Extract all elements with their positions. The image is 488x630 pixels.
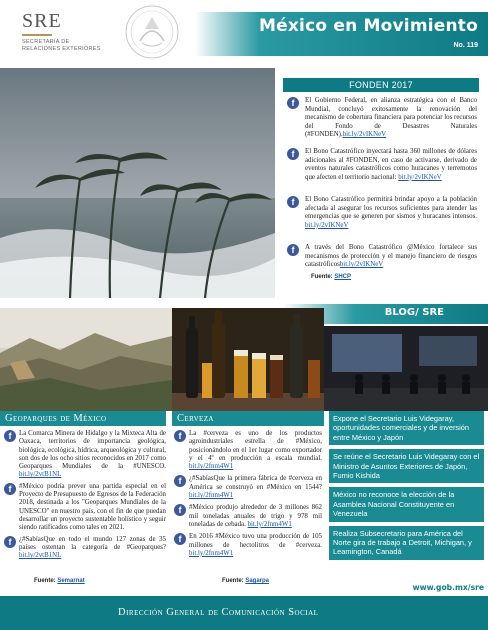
fonden-item-text: El Bono Catastrófico inyectará hasta 360 millones de dólares adicionales al #FONDEN, en caso de activarse, derivado de eventos naturales catastróficos como huracanes y terremotos que afecten el territorio nacional: bit.ly/2vIKNeV bbox=[305, 148, 477, 181]
blog-item-2[interactable]: Se reúne el Secretario Luis Videgaray con el Ministro de Asuntos Exteriores de Japón, Fumio Kishida bbox=[329, 449, 484, 483]
header bbox=[0, 0, 488, 62]
sre-logo bbox=[22, 10, 102, 53]
facebook-icon[interactable]: f bbox=[4, 430, 16, 442]
geoparques-item-1: f La Comarca Minera de Hidalgo y la Mixteca Alta de Oaxaca, territorios de importancia geológica, biológica, ecológica, hídrica, arqueológica y cultural, son dos de los ocho sitios reconocidos en 2017 como Geoparques Mundiales de la #UNESCO. bit.ly/2vtB1NL bbox=[4, 430, 166, 480]
cerveza-item-3: f #México produjo alrededor de 3 millones 862 mil toneladas anuales de trigo y 978 mil toneladas de cebada. bit.ly/2fnm4W1 bbox=[174, 504, 322, 529]
geoparques-source-link[interactable]: Semarnat bbox=[57, 578, 85, 584]
cerveza-source-link[interactable]: Sagarpa bbox=[245, 578, 270, 584]
facebook-icon[interactable]: f bbox=[174, 475, 186, 487]
fonden-link[interactable]: bit.ly/2vIKNeV bbox=[342, 131, 387, 139]
footer bbox=[0, 596, 488, 630]
cerveza-body bbox=[174, 430, 322, 558]
fonden-link[interactable]: bit.ly/2vIKNeV bbox=[339, 261, 384, 269]
blog-item-1[interactable]: Expone el Secretario Luis Videgaray, oportunidades comerciales y de inversión entre México y Japón bbox=[329, 411, 484, 445]
blog-heading: BLOG/ SRE bbox=[384, 307, 444, 318]
fonden-item-4 bbox=[287, 244, 477, 270]
fonden-source-link[interactable]: SHCP bbox=[334, 274, 352, 280]
geoparques-heading: Geoparques de México bbox=[0, 411, 166, 426]
geopark-landscape-photo bbox=[0, 308, 172, 411]
website-link[interactable]: www.gob.mx/sre bbox=[412, 583, 484, 592]
sre-logo-text: SRE bbox=[22, 10, 62, 32]
facebook-icon[interactable]: f bbox=[174, 504, 186, 516]
logo-divider bbox=[22, 34, 52, 36]
facebook-icon[interactable]: f bbox=[4, 483, 16, 495]
cerveza-link[interactable]: bit.ly/2fnm4W1 bbox=[189, 492, 234, 500]
hurricane-photo bbox=[0, 68, 275, 298]
cerveza-link[interactable]: bit.ly/2fnm4W1 bbox=[189, 463, 234, 471]
geoparques-link[interactable]: bit.ly/2vtB1NL bbox=[19, 552, 62, 560]
fonden-heading: FONDEN 2017 bbox=[283, 78, 479, 92]
cerveza-item-2: f ¿#SabíasQue la primera fábrica de #cerveza en América se construyó en #México en 1544? bit.ly/2fnm4W1 bbox=[174, 475, 322, 500]
footer-text: Dirección General de Comunicación Social bbox=[118, 607, 319, 618]
cerveza-item-4: f En 2016 #México tuvo una producción de 105 millones de hectolitros de #cerveza. bit.ly/2fnm4W1 bbox=[174, 533, 322, 558]
facebook-icon[interactable]: f bbox=[287, 148, 299, 160]
logo-sub-1: SECRETARÍA DE bbox=[22, 39, 70, 45]
cerveza-heading: Cerveza bbox=[172, 411, 324, 426]
beer-photo bbox=[172, 308, 324, 411]
fonden-item-2 bbox=[287, 148, 477, 182]
facebook-icon[interactable]: f bbox=[287, 244, 299, 256]
geoparques-body bbox=[4, 430, 166, 560]
cerveza-link[interactable]: bit.ly/2fnm4W1 bbox=[247, 520, 292, 528]
facebook-icon[interactable]: f bbox=[174, 533, 186, 545]
national-seal-icon bbox=[112, 3, 192, 60]
fonden-item-text: El Gobierno Federal, en alianza estratégica con el Banco Mundial, concluyó exitosamente la renovación del mecanismo de cobertura financiera para potenciar los recursos del Fondo de Desastres Naturales (#FONDEN).bit.ly/2vIKNeV bbox=[305, 97, 477, 139]
cerveza-source: Fuente: Sagarpa bbox=[222, 578, 270, 584]
facebook-icon[interactable]: f bbox=[287, 97, 299, 109]
conference-photo bbox=[324, 326, 488, 411]
geoparques-item-3: f ¿#SabíasQue en todo el mundo 127 zonas de 35 países ostentan la categoría de #Geoparques?bit.ly/2vtB1NL bbox=[4, 536, 166, 561]
cerveza-link[interactable]: bit.ly/2fnm4W1 bbox=[189, 549, 234, 557]
blog-list bbox=[329, 411, 484, 564]
geoparques-source: Fuente: Semarnat bbox=[34, 578, 85, 584]
blog-item-4[interactable]: Realiza Subsecretario para América del Norte gira de trabajo a Detroit, Michigan, y Leamington, Canadá bbox=[329, 526, 484, 560]
geoparques-item-2: f #México podría prever una partida especial en el Proyecto de Presupuesto de Egresos de la Federación 2018, destinada a los "Geoparques Mundiales de la UNESCO" en nuestro país, con el fin de que puedan desarrollar un proyecto sustentable holístico y seguir siendo ratificados como tales en 2021. bbox=[4, 483, 166, 533]
facebook-icon[interactable]: f bbox=[174, 430, 186, 442]
fonden-source: Fuente: SHCP bbox=[311, 274, 352, 280]
blog-item-3[interactable]: México no reconoce la elección de la Asamblea Nacional Constituyente en Venezuela bbox=[329, 487, 484, 521]
newsletter-title: México en Movimiento bbox=[259, 16, 478, 36]
fonden-item-text: El Bono Catastrófico permitirá brindar apoyo a la población afectada al asegurar los recursos suficientes para atender las emergencias que se generen por sismos y huracanes intensos. bit.ly/2vIKNeV bbox=[305, 196, 477, 229]
fonden-item-3 bbox=[287, 196, 477, 230]
fonden-item-text: A través del Bono Catastrófico @México fortalece sus mecanismos de protección y el manejo financiero de riesgos catastróficosbit.ly/2vIKNeV bbox=[305, 244, 477, 269]
fonden-link[interactable]: bit.ly/2vIKNeV bbox=[305, 221, 349, 229]
logo-sub-2: RELACIONES EXTERIORES bbox=[22, 46, 101, 52]
issue-number: No. 119 bbox=[453, 42, 478, 49]
geoparques-link[interactable]: bit.ly/2vtB1NL bbox=[19, 471, 62, 479]
cerveza-item-1: f La #cerveza es uno de los productos agroindustriales estrella de #México, posicionándolo en el 1er lugar como exportador y el 4º en producción a escala mundial. bit.ly/2fnm4W1 bbox=[174, 430, 322, 471]
fonden-item-1 bbox=[287, 97, 477, 140]
facebook-icon[interactable]: f bbox=[4, 536, 16, 548]
facebook-icon[interactable]: f bbox=[287, 196, 299, 208]
title-band bbox=[195, 12, 488, 56]
fonden-link[interactable]: bit.ly/2vIKNeV bbox=[398, 173, 442, 181]
